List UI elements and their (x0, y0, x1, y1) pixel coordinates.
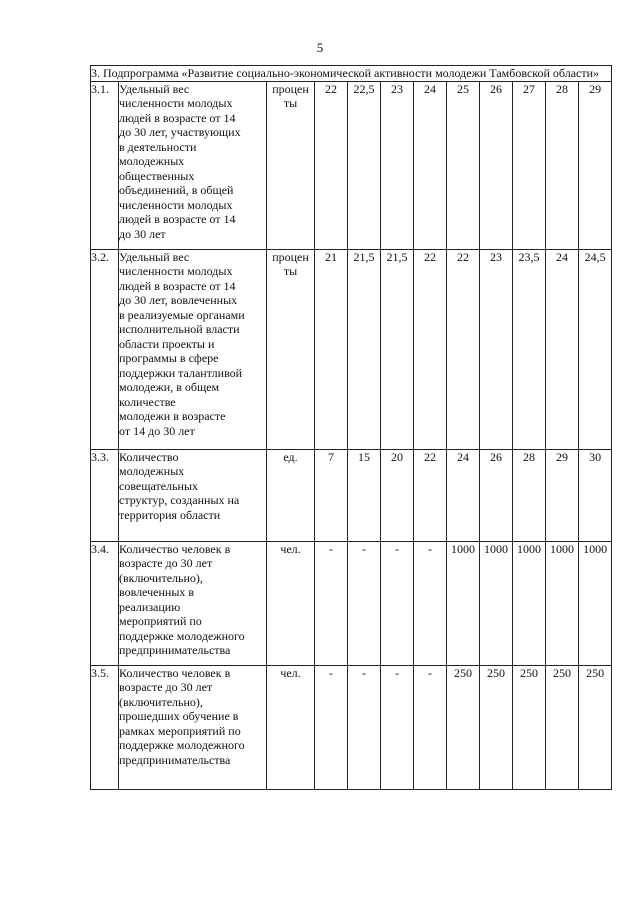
value-cell: 250 (513, 665, 546, 789)
value-cell: 28 (513, 449, 546, 541)
value-cell: 1000 (480, 541, 513, 665)
unit-line: процен (272, 249, 309, 264)
value-cell: 7 (315, 449, 348, 541)
value-cell: 24,5 (579, 249, 612, 449)
value-cell: - (315, 541, 348, 665)
description-line: Количество (119, 449, 179, 464)
unit-of-measure (267, 541, 315, 665)
unit-line: процен (272, 81, 309, 96)
description-line: области проекты и (119, 336, 215, 351)
description-line: численности молодых (119, 264, 233, 278)
unit-line: ед. (283, 449, 298, 464)
description-line: Удельный вес (119, 81, 190, 96)
value-cell: 22 (447, 249, 480, 449)
value-cell: - (414, 665, 447, 789)
value-cell: - (348, 541, 381, 665)
value-cell: 23 (480, 249, 513, 449)
value-cell: - (414, 541, 447, 665)
description-line: предпринимательства (119, 643, 231, 657)
description-line: исполнительной власти (119, 322, 240, 336)
section-header-row (91, 66, 612, 82)
indicator-description (119, 249, 267, 449)
value-cell: 26 (480, 81, 513, 249)
value-cell: 24 (414, 81, 447, 249)
unit-line: ты (283, 96, 298, 110)
unit-line: ты (283, 264, 298, 278)
value-cell: 250 (579, 665, 612, 789)
value-cell: 1000 (546, 541, 579, 665)
value-cell: 22 (414, 449, 447, 541)
description-line: людей в возрасте от 14 (119, 212, 236, 226)
description-line: (включительно), (119, 694, 203, 709)
description-line: предпринимательства (119, 752, 231, 767)
description-line: территория области (119, 507, 221, 522)
table-row (91, 449, 612, 541)
value-cell: 27 (513, 81, 546, 249)
row-number: 3.3. (91, 449, 119, 541)
value-cell: 26 (480, 449, 513, 541)
value-cell: 22,5 (348, 81, 381, 249)
unit-line: чел. (280, 665, 301, 680)
value-cell: 21,5 (381, 249, 414, 449)
description-line: (включительно), (119, 570, 203, 585)
description-line: до 30 лет (119, 226, 166, 241)
description-line: до 30 лет, вовлеченных (119, 293, 238, 307)
table-row (91, 541, 612, 665)
description-line: молодежных (119, 154, 185, 168)
row-number: 3.2. (91, 249, 119, 449)
value-cell: 22 (315, 81, 348, 249)
description-line: численности молодых (119, 96, 233, 110)
description-line: прошедших обучение в (119, 709, 239, 723)
value-cell: 20 (381, 449, 414, 541)
indicator-description (119, 541, 267, 665)
value-cell: - (381, 665, 414, 789)
description-line: вовлеченных в (119, 585, 195, 599)
description-line: людей в возрасте от 14 (119, 110, 236, 125)
row-number: 3.1. (91, 81, 119, 249)
value-cell: 29 (546, 449, 579, 541)
description-line: численности молодых (119, 197, 233, 212)
value-cell: 15 (348, 449, 381, 541)
description-line: общественных (119, 168, 195, 183)
description-line: поддержке молодежного (119, 628, 245, 643)
value-cell: 1000 (447, 541, 480, 665)
description-line: поддержке молодежного (119, 738, 245, 752)
value-cell: 1000 (579, 541, 612, 665)
value-cell: 22 (414, 249, 447, 449)
description-line: мероприятий по (119, 614, 202, 628)
unit-of-measure (267, 249, 315, 449)
unit-of-measure (267, 449, 315, 541)
unit-of-measure (267, 81, 315, 249)
description-line: молодежи, в общем (119, 380, 220, 394)
table-row (91, 665, 612, 789)
value-cell: 25 (447, 81, 480, 249)
description-line: людей в возрасте от 14 (119, 278, 236, 293)
value-cell: 23,5 (513, 249, 546, 449)
value-cell: 23 (381, 81, 414, 249)
description-line: объединений, в общей (119, 183, 234, 197)
value-cell: 1000 (513, 541, 546, 665)
description-line: Количество человек в (119, 665, 231, 680)
description-line: в деятельности (119, 139, 197, 154)
description-line: Количество человек в (119, 541, 231, 556)
description-line: совещательных (119, 478, 199, 493)
value-cell: - (348, 665, 381, 789)
row-number: 3.4. (91, 541, 119, 665)
table-row (91, 249, 612, 449)
unit-of-measure (267, 665, 315, 789)
table-row (91, 81, 612, 249)
description-line: Удельный вес (119, 249, 190, 264)
section-title: 3. Подпрограмма «Развитие социально-экономической активности молодежи Тамбовской области» (91, 66, 612, 82)
description-line: от 14 до 30 лет (119, 423, 195, 438)
value-cell: 29 (579, 81, 612, 249)
description-line: реализацию (119, 599, 181, 614)
value-cell: 24 (546, 249, 579, 449)
value-cell: 21 (315, 249, 348, 449)
description-line: возрасте до 30 лет (119, 680, 213, 694)
value-cell: 250 (447, 665, 480, 789)
value-cell: 30 (579, 449, 612, 541)
value-cell: 21,5 (348, 249, 381, 449)
row-number: 3.5. (91, 665, 119, 789)
value-cell: 28 (546, 81, 579, 249)
unit-line: чел. (280, 541, 301, 556)
value-cell: - (381, 541, 414, 665)
value-cell: 24 (447, 449, 480, 541)
description-line: структур, созданных на (119, 493, 240, 507)
description-line: молодежных (119, 464, 185, 478)
description-line: до 30 лет, участвующих (119, 125, 241, 139)
description-line: молодежи в возрасте (119, 409, 226, 423)
description-line: поддержки талантливой (119, 365, 243, 380)
indicator-description (119, 665, 267, 789)
value-cell: 250 (480, 665, 513, 789)
description-line: программы в сфере (119, 351, 219, 365)
description-line: возрасте до 30 лет (119, 556, 213, 570)
value-cell: 250 (546, 665, 579, 789)
indicator-description (119, 449, 267, 541)
description-line: в реализуемые органами (119, 307, 245, 322)
description-line: количестве (119, 394, 176, 409)
value-cell: - (315, 665, 348, 789)
page-number: 5 (316, 40, 324, 55)
description-line: рамках мероприятий по (119, 723, 241, 738)
indicators-table (90, 65, 612, 790)
indicator-description (119, 81, 267, 249)
